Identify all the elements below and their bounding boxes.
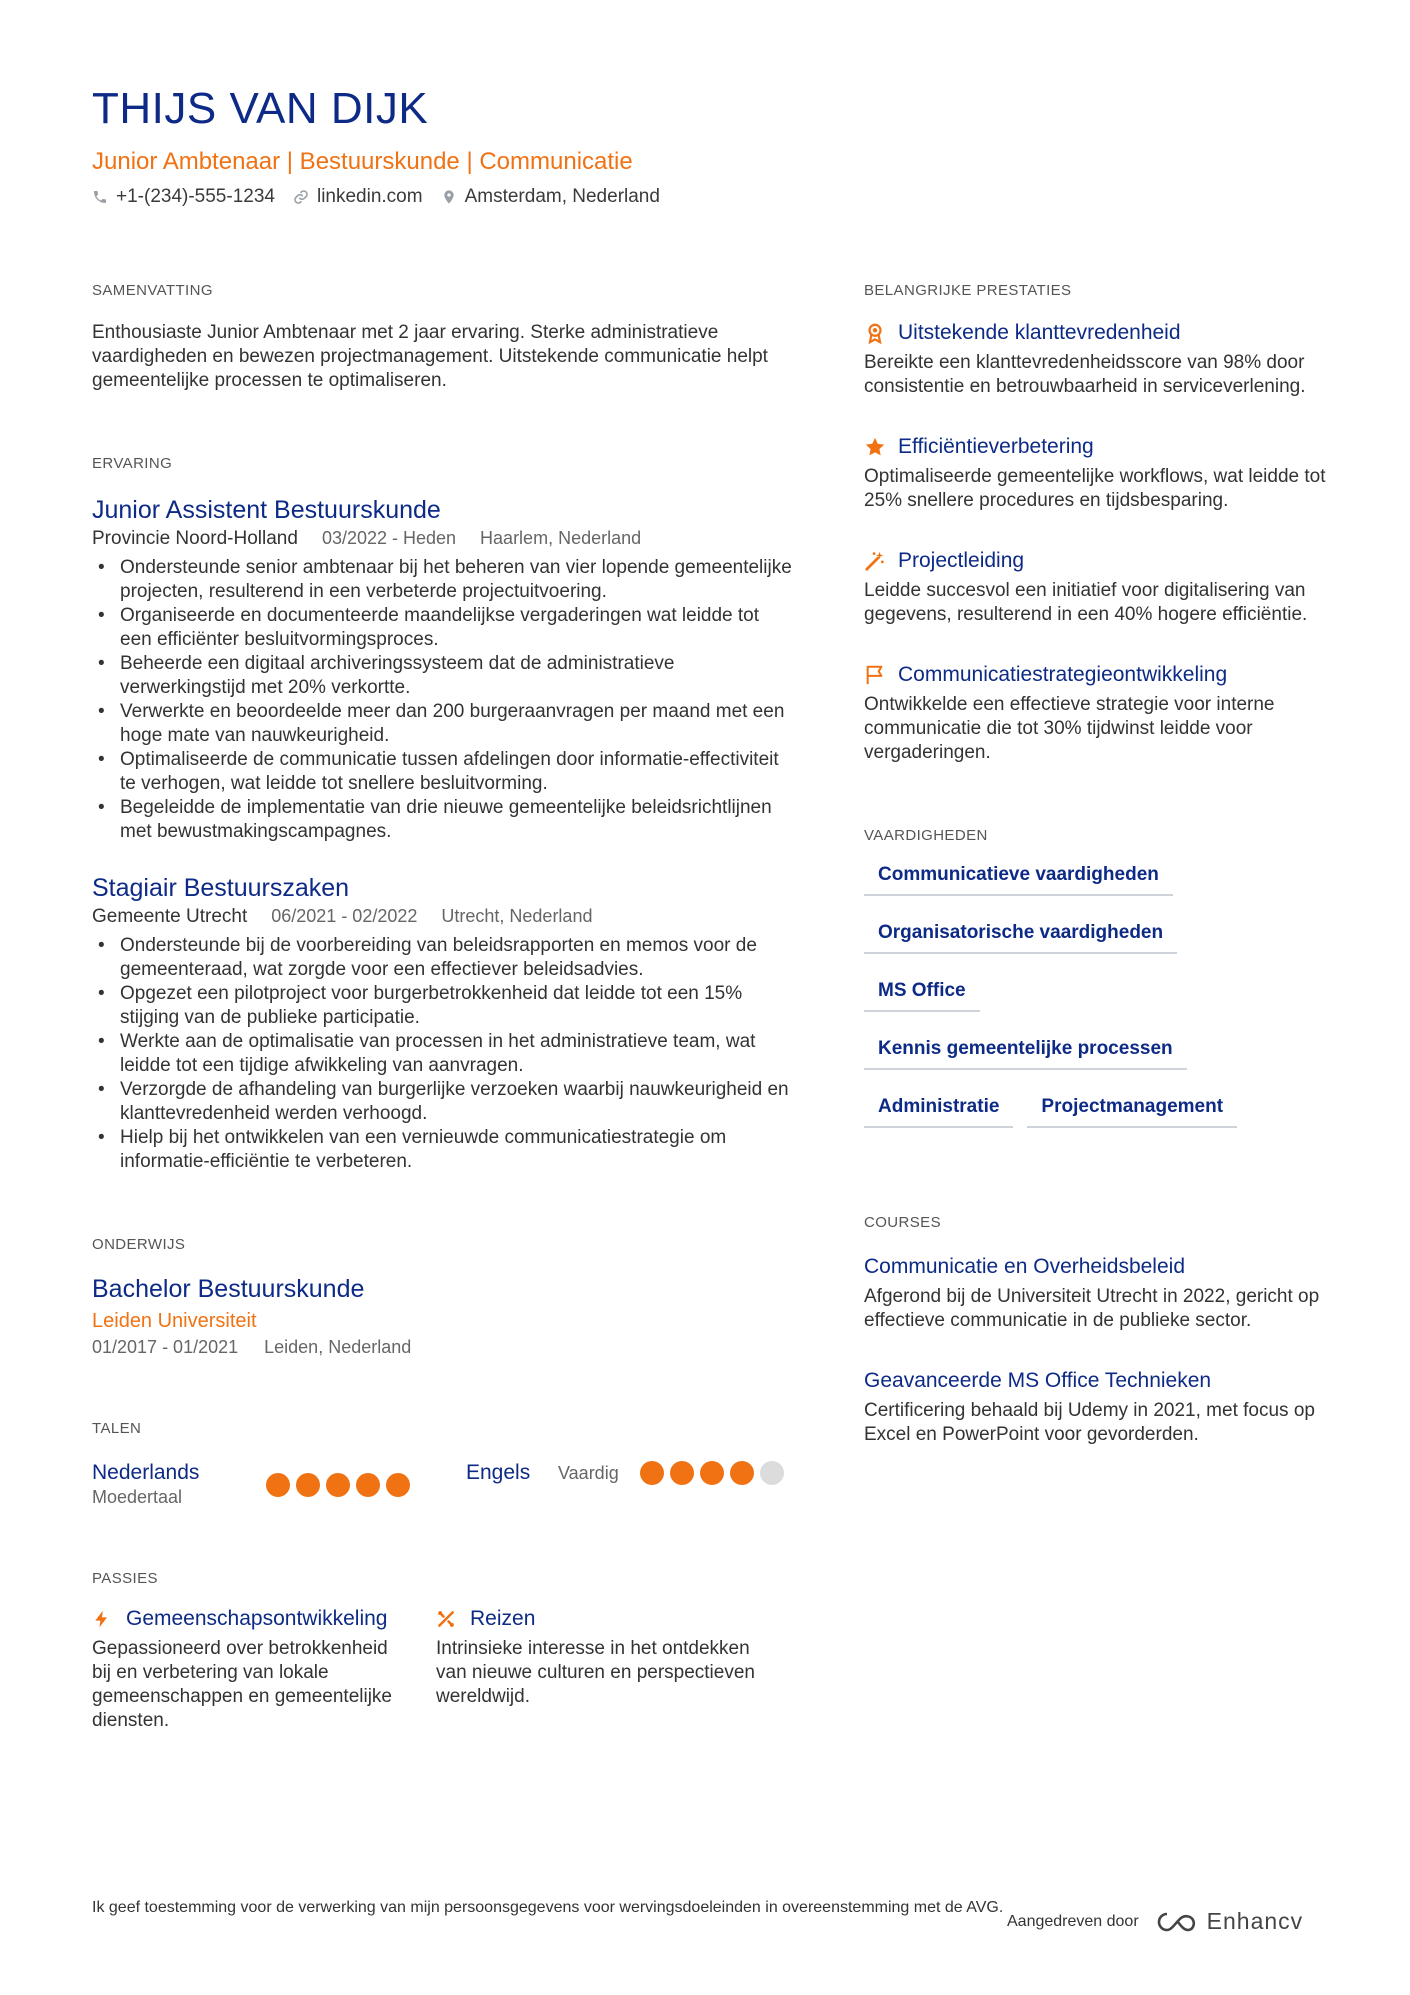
achievement-item: [864, 321, 1334, 399]
job-location: Utrecht, Nederland: [441, 906, 593, 926]
job-bullets: [92, 556, 792, 844]
language-item: [466, 1461, 790, 1508]
achievements-heading: BELANGRIJKE PRESTATIES: [864, 282, 1072, 299]
magic-wand-icon: [864, 550, 886, 572]
degree-title: Bachelor Bestuurskunde: [92, 1275, 365, 1303]
rating-dot: [266, 1473, 290, 1497]
achievements-section: [864, 282, 1334, 765]
phone-icon: [92, 189, 108, 205]
list-item: • Ondersteunde senior ambtenaar bij het beheren van vier lopende gemeentelijke projecten, resulterend in een verbeterde projectuitvoering.: [92, 556, 792, 604]
contact-bar: [92, 186, 678, 208]
job-location: Haarlem, Nederland: [480, 528, 642, 548]
education-dates: 01/2017 - 01/2021: [92, 1337, 239, 1357]
skill-tag: Projectmanagement: [1027, 1096, 1237, 1128]
brand-name: Enhancv: [1206, 1908, 1304, 1934]
achievement-header: [864, 549, 1334, 573]
rating-dot: [730, 1461, 754, 1485]
job-bullets: [92, 934, 792, 1174]
summary-heading: SAMENVATTING: [92, 282, 213, 299]
job-meta: [92, 528, 792, 550]
candidate-subtitle: Junior Ambtenaar | Bestuurskunde | Communicatie: [92, 148, 633, 175]
contact-phone[interactable]: [92, 186, 275, 208]
passion-title: Gemeenschapsontwikkeling: [126, 1607, 388, 1630]
courses-heading: COURSES: [864, 1214, 941, 1231]
job-title: Junior Assistent Bestuurskunde: [92, 496, 441, 524]
achievement-text: Optimaliseerde gemeentelijke workflows, wat leidde tot 25% snellere procedures en tijdsbesparing.: [864, 466, 1326, 511]
experience-section: [92, 455, 792, 1174]
passions-section: [92, 1570, 792, 1733]
rating-dot: [670, 1461, 694, 1485]
passion-title: Reizen: [470, 1607, 536, 1630]
passions-heading: PASSIES: [92, 1570, 158, 1587]
powered-by-label: Aangedreven door: [1007, 1912, 1139, 1930]
achievement-text: Ontwikkelde een effectieve strategie voor interne communicatie die tot 30% tijdwinst leidde voor vergaderingen.: [864, 694, 1275, 763]
course-title: Communicatie en Overheidsbeleid: [864, 1255, 1185, 1278]
language-rating: [266, 1473, 416, 1508]
enhancv-logo-icon: [1153, 1910, 1199, 1934]
job-meta: [92, 906, 792, 928]
rating-dot: [326, 1473, 350, 1497]
languages-section: [92, 1420, 792, 1508]
summary-text: Enthousiaste Junior Ambtenaar met 2 jaar ervaring. Sterke administratieve vaardigheden en bewezen projectmanagement. Uitstekende communicatie helpt gemeentelijke processen te optimaliseren.: [92, 322, 768, 391]
languages-row: [92, 1461, 792, 1508]
flag-icon: [864, 664, 886, 686]
skill-tag: Administratie: [864, 1096, 1013, 1128]
achievement-header: [864, 321, 1334, 345]
achievement-title: Uitstekende klanttevredenheid: [898, 321, 1181, 344]
rating-dot: [386, 1473, 410, 1497]
achievement-item: [864, 435, 1334, 513]
course-text: Certificering behaald bij Udemy in 2021, met focus op Excel en PowerPoint voor gevorderden.: [864, 1400, 1315, 1445]
list-item: • Werkte aan de optimalisatie van processen in het administratieve team, wat leidde tot een tijdige afwikkeling van aanvragen.: [92, 1030, 792, 1078]
language-level: Moedertaal: [92, 1487, 183, 1507]
contact-phone-text: +1-(234)-555-1234: [116, 186, 275, 207]
achievement-item: [864, 663, 1334, 765]
list-item: • Hielp bij het ontwikkelen van een vernieuwde communicatiestrategie om informatie-efficiëntie te verbeteren.: [92, 1126, 792, 1174]
language-level: Vaardig: [558, 1463, 619, 1483]
skill-tag: Organisatorische vaardigheden: [864, 922, 1177, 954]
achievement-title: Communicatiestrategieontwikkeling: [898, 663, 1228, 686]
passion-header: [92, 1607, 402, 1631]
rating-dot: [760, 1461, 784, 1485]
contact-location: [441, 186, 660, 208]
achievement-header: [864, 435, 1334, 459]
achievement-text: Bereikte een klanttevredenheidsscore van 98% door consistentie en betrouwbaarheid in serviceverlening.: [864, 352, 1306, 397]
list-item: • Begeleidde de implementatie van drie nieuwe gemeentelijke beleidsrichtlijnen met bewustmakingscampagnes.: [92, 796, 792, 844]
skills-list: [864, 864, 1314, 1154]
list-item: • Ondersteunde bij de voorbereiding van beleidsrapporten en memos voor de gemeenteraad, wat zorgde voor een effectiever beleidsadvies.: [92, 934, 792, 982]
summary-section: [92, 282, 792, 393]
lightning-icon: [92, 1609, 112, 1629]
achievement-header: [864, 663, 1334, 687]
rating-dot: [296, 1473, 320, 1497]
skill-tag: MS Office: [864, 980, 980, 1012]
list-item: • Opgezet een pilotproject voor burgerbetrokkenheid dat leidde tot een 15% stijging van de publieke participatie.: [92, 982, 792, 1030]
education-meta: [92, 1337, 792, 1358]
course-title: Geavanceerde MS Office Technieken: [864, 1369, 1212, 1392]
left-column: [92, 282, 792, 1733]
list-item: • Verzorgde de afhandeling van burgerlijke verzoeken waarbij nauwkeurigheid en klanttevredenheid werden verhoogd.: [92, 1078, 792, 1126]
language-name: Engels: [466, 1461, 531, 1484]
route-icon: [436, 1609, 456, 1629]
skill-tag: Communicatieve vaardigheden: [864, 864, 1173, 896]
consent-note: Ik geef toestemming voor de verwerking van mijn persoonsgegevens voor wervingsdoeleinden in overeenstemming met de AVG.: [92, 1899, 1004, 1916]
contact-location-text: Amsterdam, Nederland: [464, 186, 660, 207]
course-text: Afgerond bij de Universiteit Utrecht in 2022, gericht op effectieve communicatie in de publieke sector.: [864, 1286, 1320, 1331]
rating-dot: [700, 1461, 724, 1485]
language-name: Nederlands: [92, 1461, 200, 1484]
achievement-text: Leidde succesvol een initiatief voor digitalisering van gegevens, resulterend in een 40% hogere efficiëntie.: [864, 580, 1308, 625]
course-item: [864, 1255, 1334, 1333]
skills-heading: VAARDIGHEDEN: [864, 827, 988, 844]
language-item: [92, 1461, 466, 1508]
job-entry: [92, 874, 792, 1174]
courses-section: [864, 1214, 1334, 1447]
list-item: • Beheerde een digitaal archiveringssysteem dat de administratieve verwerkingstijd met 20% verkortte.: [92, 652, 792, 700]
achievement-title: Efficiëntieverbetering: [898, 435, 1094, 458]
powered-by[interactable]: [1007, 1908, 1303, 1935]
award-icon: [864, 322, 886, 344]
passions-row: [92, 1607, 792, 1733]
passion-item: [436, 1607, 766, 1733]
course-item: [864, 1369, 1334, 1447]
star-icon: [864, 436, 886, 458]
languages-heading: TALEN: [92, 1420, 142, 1437]
rating-dot: [640, 1461, 664, 1485]
job-entry: [92, 496, 792, 844]
skill-tag: Kennis gemeentelijke processen: [864, 1038, 1187, 1070]
passion-text: Intrinsieke interesse in het ontdekken van nieuwe culturen en perspectieven wereldwijd.: [436, 1638, 755, 1707]
list-item: • Optimaliseerde de communicatie tussen afdelingen door informatie-effectiviteit te verhogen, wat leidde tot snellere besluitvorming.: [92, 748, 792, 796]
language-rating: [640, 1461, 790, 1508]
list-item: • Verwerkte en beoordeelde meer dan 200 burgeraanvragen per maand met een hoge mate van nauwkeurigheid.: [92, 700, 792, 748]
job-dates: 06/2021 - 02/2022: [271, 906, 418, 926]
link-icon: [293, 189, 309, 205]
experience-heading: ERVARING: [92, 455, 173, 472]
education-location: Leiden, Nederland: [264, 1337, 412, 1357]
candidate-name: THIJS VAN DIJK: [92, 84, 429, 133]
location-pin-icon: [441, 189, 457, 205]
passion-item: [92, 1607, 402, 1733]
passion-text: Gepassioneerd over betrokkenheid bij en verbetering van lokale gemeenschappen en gemeentelijke diensten.: [92, 1638, 392, 1731]
job-dates: 03/2022 - Heden: [321, 528, 457, 548]
education-heading: ONDERWIJS: [92, 1236, 186, 1253]
job-company: Provincie Noord-Holland: [92, 528, 298, 549]
right-column: [864, 282, 1334, 1447]
contact-linkedin[interactable]: [293, 186, 423, 208]
skills-section: [864, 827, 1334, 1154]
list-item: • Organiseerde en documenteerde maandelijkse vergaderingen wat leidde tot een efficiënter besluitvormingsproces.: [92, 604, 792, 652]
achievement-item: [864, 549, 1334, 627]
rating-dot: [356, 1473, 380, 1497]
achievement-title: Projectleiding: [898, 549, 1025, 572]
school-name: Leiden Universiteit: [92, 1310, 257, 1332]
education-section: [92, 1236, 792, 1358]
job-title: Stagiair Bestuurszaken: [92, 874, 350, 902]
passion-header: [436, 1607, 766, 1631]
job-company: Gemeente Utrecht: [92, 906, 248, 927]
contact-linkedin-text: linkedin.com: [316, 186, 423, 207]
